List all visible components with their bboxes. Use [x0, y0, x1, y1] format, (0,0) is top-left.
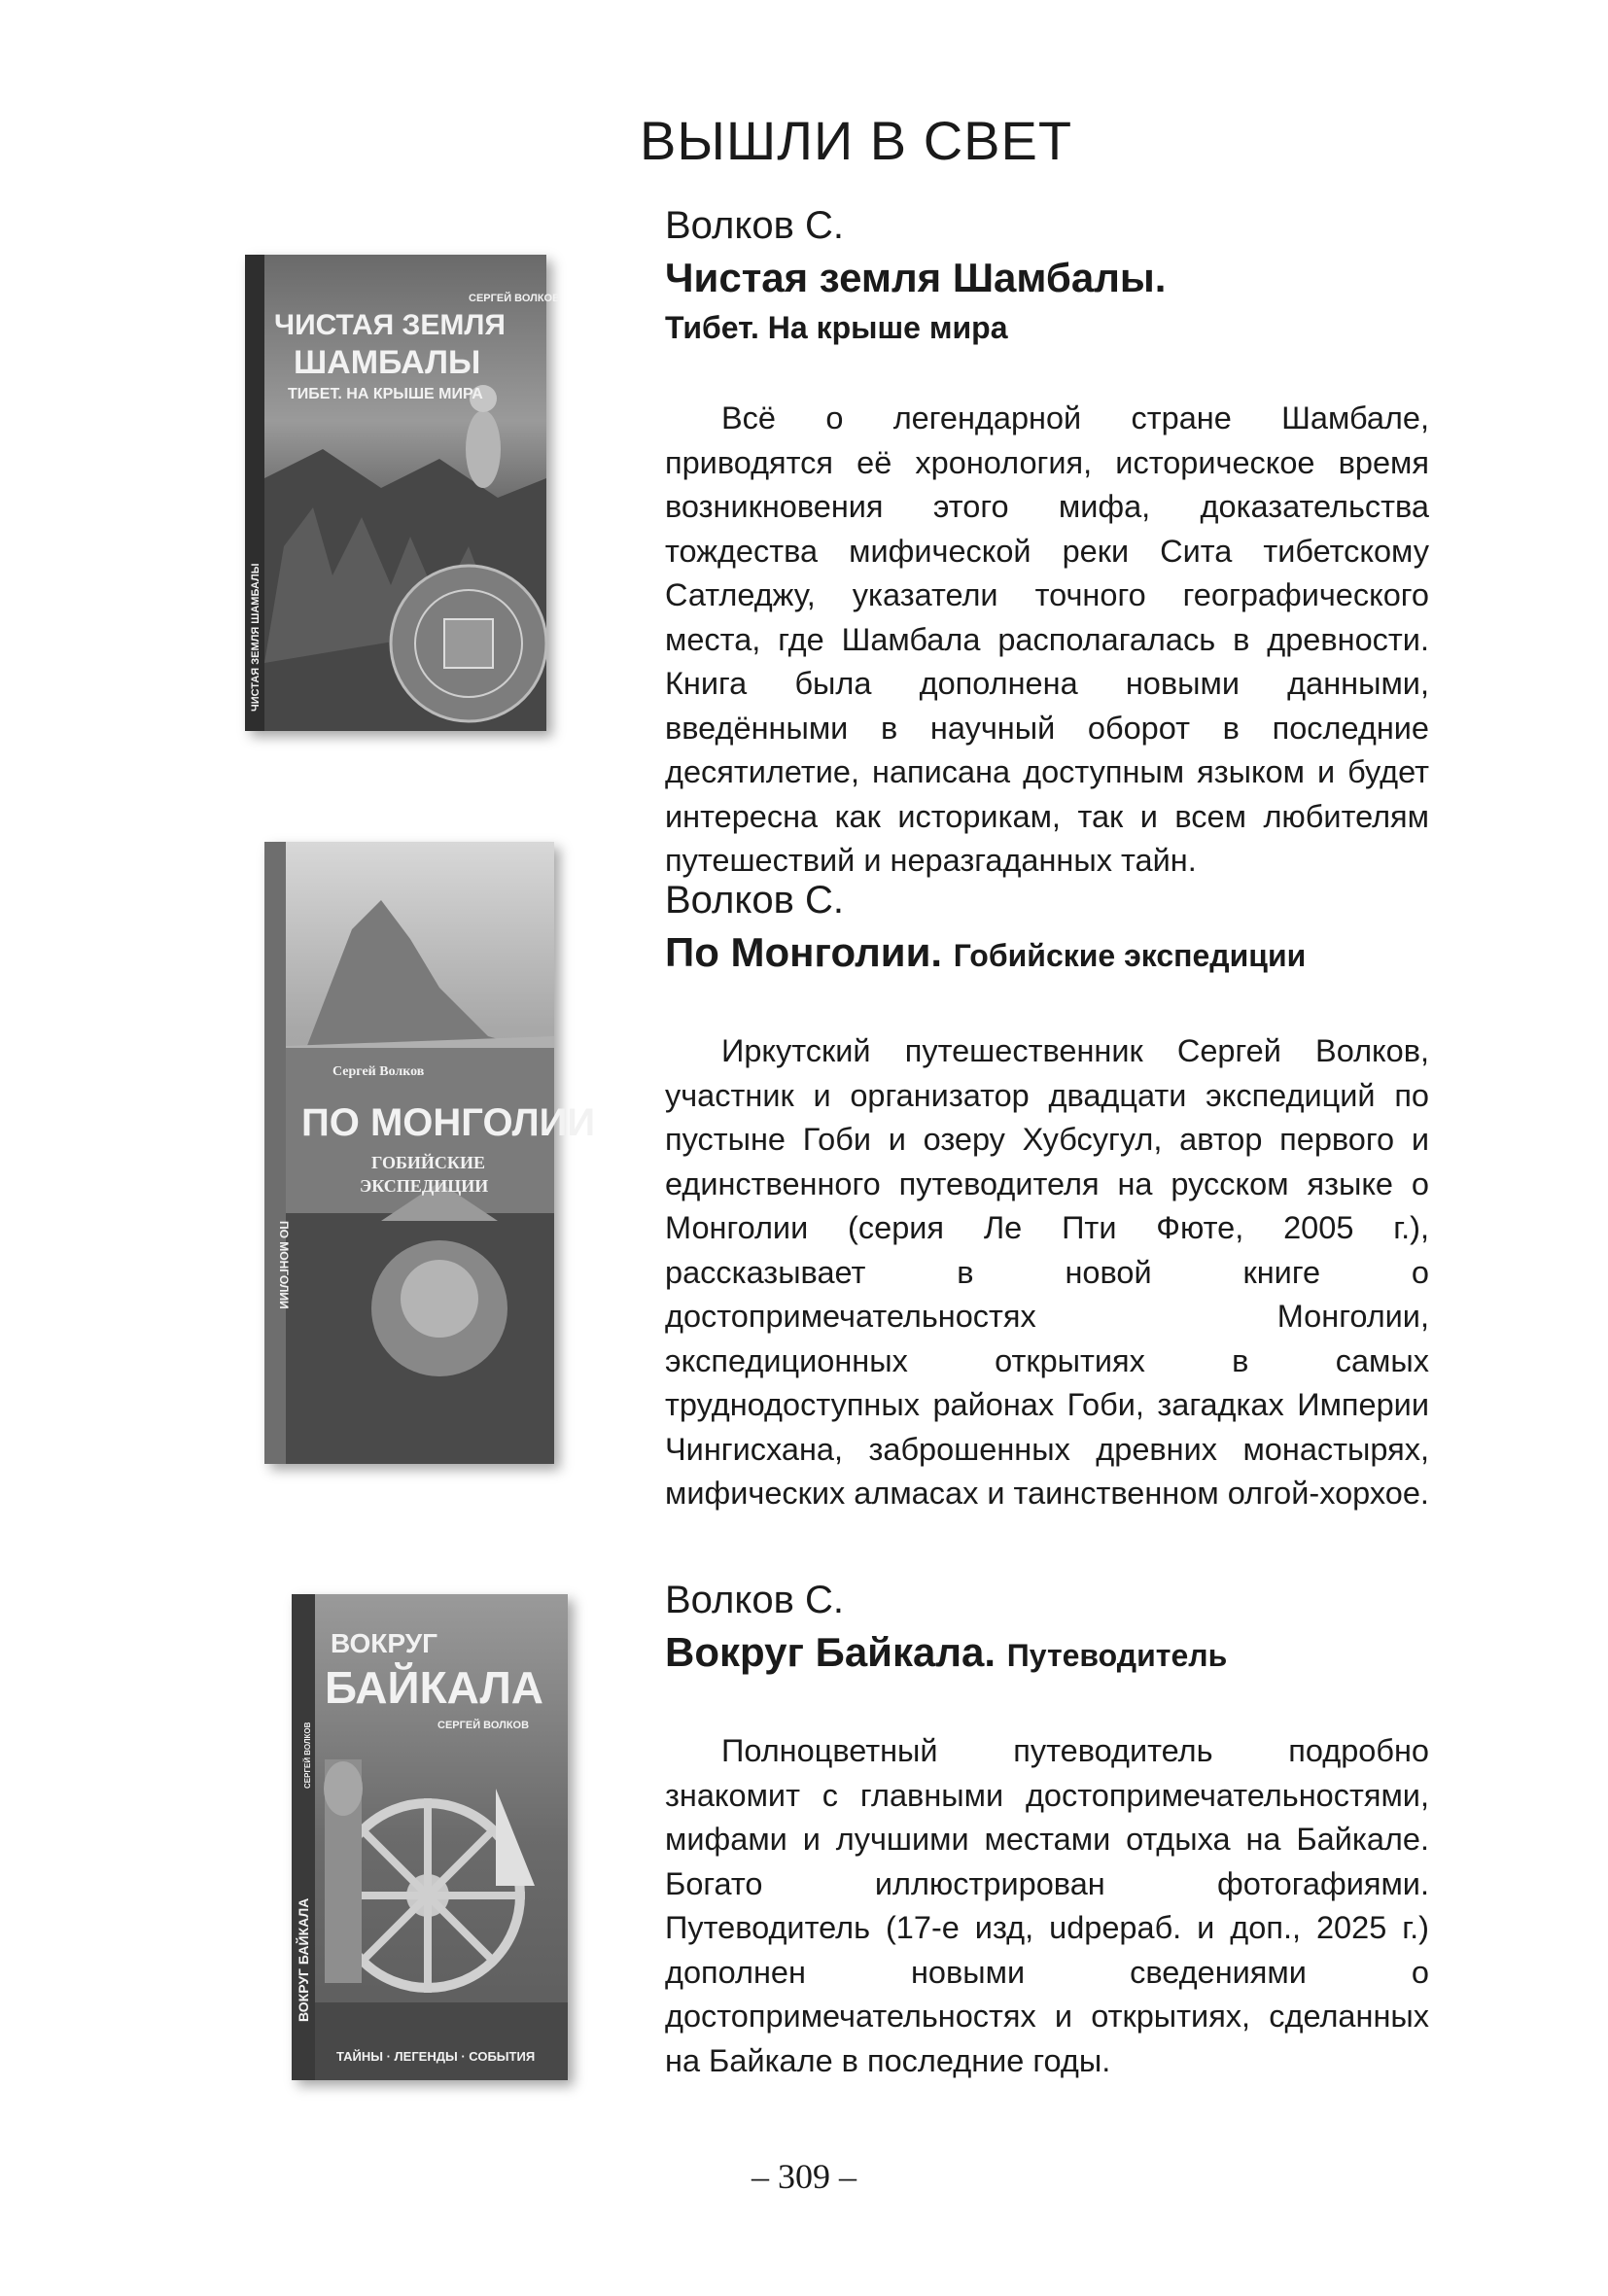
- book-subtitle: Тибет. На крыше мира: [665, 310, 1008, 345]
- cover-title: ПО МОНГОЛИИ: [301, 1101, 596, 1144]
- page-number: – 309 –: [752, 2157, 856, 2196]
- cover-subtitle-line1: ГОБИЙСКИЕ: [371, 1153, 485, 1172]
- book-description: Всё о легендарной стране Шамбале, приводятся её хронология, историческое время возникновения этого мифа, доказательства тождества мифической реки Сита тибетскому Сатледжу, указатели точного географического места, где Шамбала располагалась в древности. Книга была дополнена новыми данными, введёнными в научный оборот в последние десятилетие, написана доступным языком и будет интересна как историкам, так и всем любителям путешествий и неразгаданных тайн.: [665, 400, 1429, 878]
- page-heading: ВЫШЛИ В СВЕТ: [640, 110, 1073, 171]
- book-title: Чистая земля Шамбалы.: [665, 255, 1167, 300]
- book-author: Волков С.: [665, 879, 844, 922]
- book-entry-baikal: [665, 1575, 1429, 2083]
- book-title: Вокруг Байкала.: [665, 1629, 996, 1675]
- cover-spine-title: ВОКРУГ БАЙКАЛА: [296, 1897, 311, 2022]
- book-entry-shambhala: [665, 200, 1429, 884]
- book-author: Волков С.: [665, 204, 844, 247]
- cover-spine-author: СЕРГЕЙ ВОЛКОВ: [303, 1722, 312, 1789]
- book-author: Волков С.: [665, 1579, 844, 1621]
- cover-spine: ПО МОНГОЛИИ: [277, 1221, 291, 1309]
- cover-author: Сергей Волков: [332, 1064, 425, 1079]
- cover-title-line2: БАЙКАЛА: [325, 1662, 543, 1713]
- book-cover-baikal: [292, 1594, 568, 2080]
- book-description: Полноцветный путеводитель подробно знакомит с главными достопримечательностями, мифами и лучшими местами отдыха на Байкале. Богато иллюстрирован фотогафиями. Путеводитель (17-е изд, udpераб. и доп., 2025 г.) дополнен новыми сведениями о достопримечательностях и открытиях, сделанных на Байкале в последние годы.: [665, 1733, 1429, 2078]
- book-cover-mongolia: [264, 842, 596, 1464]
- book-subtitle: Гобийские экспедиции: [953, 938, 1307, 973]
- cover-subtitle-line2: ЭКСПЕДИЦИИ: [360, 1176, 489, 1196]
- cover-title-line1: ЧИСТАЯ ЗЕМЛЯ: [274, 309, 506, 341]
- cover-title-line3: ТИБЕТ. НА КРЫШЕ МИРА: [288, 386, 483, 402]
- book-description: Иркутский путешественник Сергей Волков, участник и организатор двадцати экспедиций по пустыне Гоби и озеру Хубсугул, автор первого и единственного путеводителя на русском языке о Монголии (серия Ле Пти Фюте, 2005 г.), рассказывает в новой книге о достопримечательностях Монголии, экспедиционных открытиях в самых труднодоступных районах Гоби, загадках Империи Чингисхана, заброшенных древних монастырях, мифических алмасах и таинственном олгой-хорхое.: [665, 1033, 1429, 1511]
- cover-title-line2: ШАМБАЛЫ: [294, 344, 481, 381]
- book-subtitle: Путеводитель: [1006, 1638, 1228, 1673]
- book-title: По Монголии.: [665, 929, 943, 975]
- cover-spine: ЧИСТАЯ ЗЕМЛЯ ШАМБАЛЫ: [250, 563, 262, 712]
- cover-tagline: ТАЙНЫ · ЛЕГЕНДЫ · СОБЫТИЯ: [336, 2049, 536, 2064]
- book-entry-mongolia: [665, 875, 1429, 1516]
- cover-author: СЕРГЕЙ ВОЛКОВ: [437, 1720, 530, 1731]
- cover-publisher: СЕРГЕЙ ВОЛКОВ: [469, 293, 561, 304]
- cover-title-line1: ВОКРУГ: [331, 1628, 437, 1658]
- book-cover-shambhala: [245, 255, 561, 731]
